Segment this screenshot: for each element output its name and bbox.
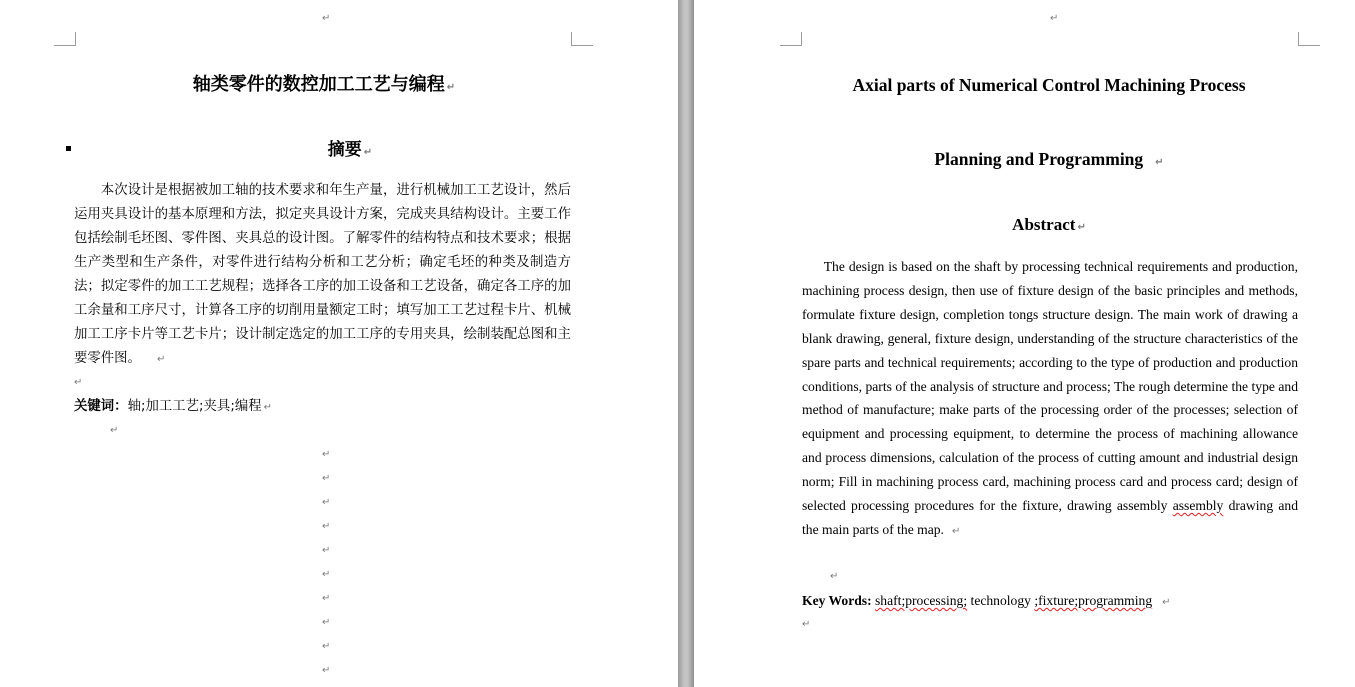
english-subtitle[interactable] (694, 146, 1355, 176)
top-left-crop-mark (780, 32, 802, 46)
spelling-error-word[interactable]: assembly (1172, 498, 1224, 514)
page-separator (678, 0, 694, 687)
english-keywords-label: Key Words: (802, 593, 872, 608)
keyword-group-2[interactable]: technology (967, 593, 1035, 608)
abstract-heading[interactable] (0, 138, 678, 165)
keyword-group-1[interactable]: shaft;processing; (875, 593, 968, 608)
paragraph-mark-icon: ↵ (830, 571, 839, 582)
paragraph-mark-icon: ↵ (74, 377, 83, 388)
paragraph-mark-icon: ↵ (322, 473, 331, 484)
keywords-line[interactable] (74, 395, 272, 420)
paragraph-mark-icon: ↵ (1162, 597, 1171, 608)
english-abstract-text[interactable]: The design is based on the shaft by processing technical requirements and production, machining process design, then use of fixture design of the basic principles and methods, formulate fixture design, completion tongs structure design. The main work of drawing a blank drawing, general, fixture design, understanding of the structure characteristics of the spare parts and technical requirements; according to the type of production and production conditions, parts of the analysis of structure and process; The rough determine the type and method of manufacture; make parts of the processing order of the processes; selection of equipment and processing equipment, to determine the process of machining allowance and process dimensions, calculation of the process of cutting amount and industrial design norm; Fill in machining process card, machining process card and process card; design of selected processing procedures for the fixture, drawing assembly (802, 259, 1298, 514)
right-page[interactable] (694, 0, 1355, 687)
paragraph-mark-icon: ↵ (322, 665, 331, 676)
paragraph-mark-icon: ↵ (263, 402, 273, 413)
keywords-value[interactable]: 轴;加工工艺;夹具;编程 (127, 399, 262, 414)
english-keywords-line[interactable] (802, 590, 1171, 614)
paragraph-mark-icon: ↵ (1077, 222, 1086, 233)
keyword-group-3[interactable]: ;fixture;programming (1034, 593, 1153, 608)
top-left-crop-mark (54, 32, 76, 46)
document-title[interactable] (0, 72, 648, 101)
paragraph-mark-icon: ↵ (1050, 13, 1059, 24)
paragraph-mark-icon: ↵ (322, 449, 331, 460)
english-abstract-heading[interactable] (694, 212, 1355, 241)
paragraph-mark-icon: ↵ (446, 82, 456, 93)
paragraph-mark-icon: ↵ (951, 525, 961, 537)
abstract-paragraph[interactable] (74, 179, 571, 372)
english-abstract-paragraph[interactable] (802, 255, 1298, 544)
document-title-text[interactable]: 轴类零件的数控加工工艺与编程 (192, 74, 445, 95)
abstract-heading-text[interactable]: 摘要 (327, 140, 362, 160)
english-abstract-tail[interactable]: drawing and the main parts of the map. (802, 498, 1298, 537)
paragraph-mark-icon: ↵ (322, 521, 331, 532)
paragraph-mark-icon: ↵ (322, 497, 331, 508)
top-right-crop-mark (571, 32, 593, 46)
paragraph-mark-icon: ↵ (322, 641, 331, 652)
paragraph-mark-icon: ↵ (322, 569, 331, 580)
top-right-crop-mark (1298, 32, 1320, 46)
paragraph-mark-icon: ↵ (322, 13, 331, 24)
english-abstract-heading-text[interactable]: Abstract (1012, 215, 1076, 234)
abstract-text[interactable]: 本次设计是根据被加工轴的技术要求和年生产量，进行机械加工工艺设计，然后运用夹具设计的基本原理和方法，拟定夹具设计方案，完成夹具结构设计。主要工作包括绘制毛坯图、零件图、夹具总的设计图。了解零件的结构特点和技术要求；根据生产类型和生产条件，对零件进行结构分析和工艺分析；确定毛坯的种类及制造方法；拟定零件的加工工艺规程；选择各工序的加工设备和工艺设备，确定各工序的加工余量和工序尺寸，计算各工序的切削用量额定工时；填写加工工艺过程卡片、机械加工工序卡片等工艺卡片；设计制定选定的加工工序的专用夹具，绘制装配总图和主要零件图。 (74, 183, 571, 366)
paragraph-mark-icon: ↵ (802, 619, 811, 630)
paragraph-mark-icon: ↵ (156, 354, 166, 365)
english-subtitle-text[interactable]: Planning and Programming (934, 149, 1144, 169)
paragraph-mark-icon: ↵ (1155, 157, 1164, 168)
paragraph-mark-icon: ↵ (322, 593, 331, 604)
paragraph-mark-icon: ↵ (322, 617, 331, 628)
paragraph-mark-icon: ↵ (110, 425, 119, 436)
paragraph-mark-icon: ↵ (322, 545, 331, 556)
paragraph-mark-icon: ↵ (363, 147, 373, 158)
keywords-label: 关键词： (74, 399, 128, 414)
english-title[interactable]: Axial parts of Numerical Control Machining Process (852, 75, 1246, 95)
